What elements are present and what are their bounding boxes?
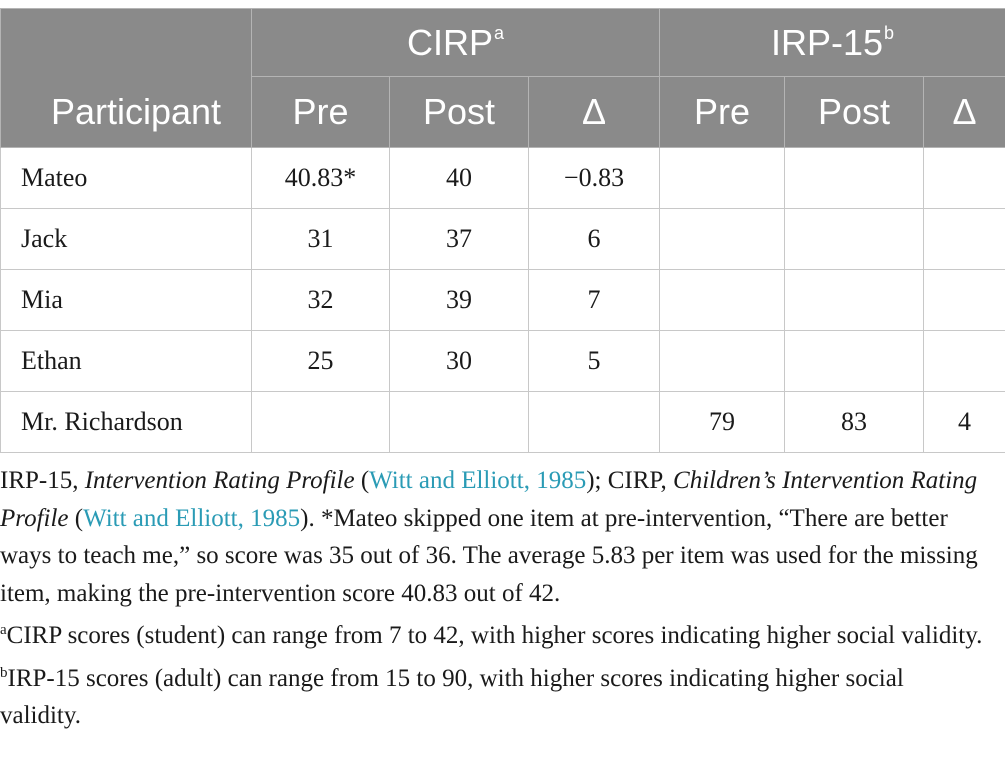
participant-name-cell: Mia: [1, 270, 252, 331]
irp15-delta-cell: [924, 148, 1005, 209]
note-text: IRP-15,: [0, 467, 85, 494]
footnote-marker: a: [0, 622, 7, 638]
cirp-post-header: Post: [390, 77, 529, 148]
cirp-delta-cell: −0.83: [529, 148, 660, 209]
table-row: [1, 209, 1005, 270]
cirp-label: CIRP: [406, 21, 493, 63]
cirp-pre-cell: [252, 392, 390, 453]
table-notes: [0, 462, 990, 735]
irp15-delta-cell: 4: [924, 392, 1005, 453]
irp15-delta-cell: [924, 270, 1005, 331]
citation-link[interactable]: Witt and Elliott, 1985: [369, 467, 587, 494]
note-text: (: [68, 504, 84, 532]
irp15-post-header: Post: [785, 77, 924, 148]
participant-name-cell: Mr. Richardson: [1, 392, 252, 453]
cirp-post-cell: 37: [390, 209, 529, 270]
note-text: ). *Mateo skipped one item at pre-intervention, “There are better ways to teach me,” so score was 35 out of 36. The average 5.83 per item was used for the missing item, making the pre-intervention score 40.83 out of 42.: [0, 504, 978, 607]
cirp-title: Children’s Intervention Rating Profile: [0, 467, 978, 532]
cirp-post-cell: 40: [390, 148, 529, 209]
cirp-post-cell: 30: [390, 331, 529, 392]
cirp-group-header: [252, 9, 660, 77]
cirp-post-cell: 39: [390, 270, 529, 331]
note-text: ); CIRP,: [586, 467, 674, 494]
irp15-post-cell: [785, 209, 924, 270]
cirp-footnote-marker: a: [494, 22, 505, 43]
participant-column-header: Participant: [1, 9, 252, 148]
irp15-delta-cell: [924, 209, 1005, 270]
irp15-pre-cell: 79: [660, 392, 785, 453]
irp15-delta-header: Δ: [924, 77, 1005, 148]
footnote-marker: b: [0, 664, 8, 681]
participant-name-cell: Mateo: [1, 148, 252, 209]
cirp-post-cell: [390, 392, 529, 453]
participant-name-cell: Jack: [1, 209, 252, 270]
table-row: [1, 270, 1005, 331]
irp15-pre-header: Pre: [660, 77, 785, 148]
cirp-delta-cell: 6: [529, 209, 660, 270]
irp15-post-cell: 83: [785, 392, 924, 453]
cirp-pre-cell: 32: [252, 270, 390, 331]
footnote-text: IRP-15 scores (adult) can range from 15 to 90, with higher scores indicating higher social validity.: [0, 664, 904, 729]
table-row: [1, 392, 1005, 453]
irp15-post-cell: [785, 331, 924, 392]
irp15-pre-cell: [660, 331, 785, 392]
group-header-row: [1, 9, 1005, 77]
footnote-a: [0, 612, 990, 655]
cirp-delta-cell: 7: [529, 270, 660, 331]
citation-link[interactable]: Witt and Elliott, 1985: [83, 504, 301, 532]
main-note: [0, 462, 990, 612]
cirp-pre-cell: 40.83*: [252, 148, 390, 209]
cirp-pre-cell: 31: [252, 209, 390, 270]
table-header: [1, 9, 1005, 148]
irp15-label: IRP-15: [771, 21, 884, 63]
cirp-delta-cell: 5: [529, 331, 660, 392]
cirp-delta-cell: [529, 392, 660, 453]
irp15-group-header: [660, 9, 1005, 77]
irp15-footnote-marker: b: [884, 22, 895, 43]
irp15-pre-cell: [660, 209, 785, 270]
footnote-text: CIRP scores (student) can range from 7 to 42, with higher scores indicating higher social validity.: [6, 622, 983, 649]
note-text: (: [354, 467, 370, 494]
participant-name-cell: Ethan: [1, 331, 252, 392]
irp-title: Intervention Rating Profile: [84, 467, 355, 494]
table-row: [1, 331, 1005, 392]
irp15-post-cell: [785, 270, 924, 331]
irp15-pre-cell: [660, 148, 785, 209]
irp15-delta-cell: [924, 331, 1005, 392]
cirp-pre-header: Pre: [252, 77, 390, 148]
cirp-pre-cell: 25: [252, 331, 390, 392]
table-body: [1, 148, 1005, 453]
cirp-delta-header: Δ: [529, 77, 660, 148]
irp15-pre-cell: [660, 270, 785, 331]
social-validity-table: [0, 8, 1005, 453]
table-row: [1, 148, 1005, 209]
irp15-post-cell: [785, 148, 924, 209]
footnote-b: [0, 655, 990, 735]
